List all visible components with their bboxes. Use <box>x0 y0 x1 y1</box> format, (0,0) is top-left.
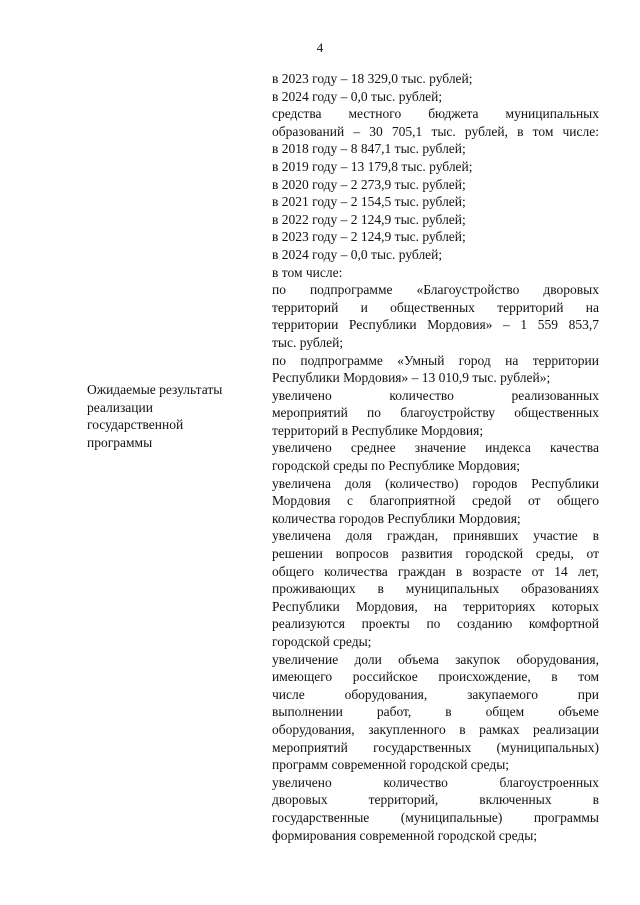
expected-results-label <box>87 381 257 451</box>
content-line: образований – 30 705,1 тыс. рублей, в том числе: <box>272 123 599 139</box>
content-line: в 2023 году – 18 329,0 тыс. рублей; <box>272 71 473 86</box>
content-line: тыс. рублей; <box>272 334 344 350</box>
content-line: количества городов Республики Мордовия; <box>272 510 521 526</box>
content-line: в 2020 году – 2 273,9 тыс. рублей; <box>272 176 466 192</box>
content-line: в 2018 году – 8 847,1 тыс. рублей; <box>272 141 466 157</box>
content-line: увеличена доля граждан, принявших участие в <box>272 528 599 544</box>
label-line: Ожидаемые результаты <box>87 382 223 397</box>
content-line: территорий в Республике Мордовия; <box>272 422 484 438</box>
content-line: числе оборудования, закупаемого при <box>272 686 599 702</box>
content-line: проживающих в муниципальных образованиях <box>272 581 599 597</box>
content-line: территории Республики Мордовия» – 1 559 853,7 <box>272 317 599 333</box>
content-line: мероприятий государственных (муниципальных) <box>272 739 599 755</box>
content-line: выполнении работ, в общем объеме <box>272 704 599 720</box>
content-line: по подпрограмме «Умный город на территории <box>272 352 599 368</box>
page-number: 4 <box>316 40 324 55</box>
content-line: увеличение доли объема закупок оборудования, <box>272 651 599 667</box>
content-line: Мордовия с благоприятной средой от общего <box>272 493 599 509</box>
content-line: имеющего российское происхождение, в том <box>272 669 599 685</box>
label-line: реализации <box>87 399 153 415</box>
content-line: в 2023 году – 2 124,9 тыс. рублей; <box>272 229 466 245</box>
label-line: программы <box>87 434 153 450</box>
program-details-text <box>272 70 599 844</box>
content-line: общего количества граждан в возрасте от 14 лет, <box>272 563 599 579</box>
content-line: Республики Мордовия, на территориях которых <box>272 598 599 614</box>
content-line: в 2022 году – 2 124,9 тыс. рублей; <box>272 211 466 227</box>
content-line: в 2021 году – 2 154,5 тыс. рублей; <box>272 194 466 210</box>
content-line: в 2024 году – 0,0 тыс. рублей; <box>272 88 443 104</box>
content-line: оборудования, закупленного в рамках реализации <box>272 721 599 737</box>
content-line: городской среды; <box>272 634 372 649</box>
content-line: программ современной городской среды; <box>272 757 510 773</box>
content-line: реализуются проекты по созданию комфортной <box>272 616 599 632</box>
content-line: городской среды по Республике Мордовия; <box>272 458 521 474</box>
content-line: увеличено количество реализованных <box>272 387 599 403</box>
content-line: в 2024 году – 0,0 тыс. рублей; <box>272 246 443 262</box>
content-line: территорий и общественных территорий на <box>272 299 599 315</box>
content-line: увеличено количество благоустроенных <box>272 774 599 790</box>
content-line: по подпрограмме «Благоустройство дворовых <box>272 282 599 298</box>
content-line: в 2019 году – 13 179,8 тыс. рублей; <box>272 158 473 174</box>
content-line: мероприятий по благоустройству общественных <box>272 405 599 421</box>
content-line: государственные (муниципальные) программы <box>272 809 599 825</box>
content-line: формирования современной городской среды; <box>272 827 538 843</box>
content-line: увеличено среднее значение индекса качества <box>272 440 599 456</box>
content-line: средства местного бюджета муниципальных <box>272 106 599 122</box>
content-line: в том числе: <box>272 264 343 280</box>
label-line: государственной <box>87 417 184 433</box>
content-line: дворовых территорий, включенных в <box>272 792 599 808</box>
content-line: решении вопросов развития городской среды, от <box>272 546 599 562</box>
content-line: увеличена доля (количество) городов Республики <box>272 475 599 491</box>
content-line: Республики Мордовия» – 13 010,9 тыс. рублей»; <box>272 370 551 386</box>
